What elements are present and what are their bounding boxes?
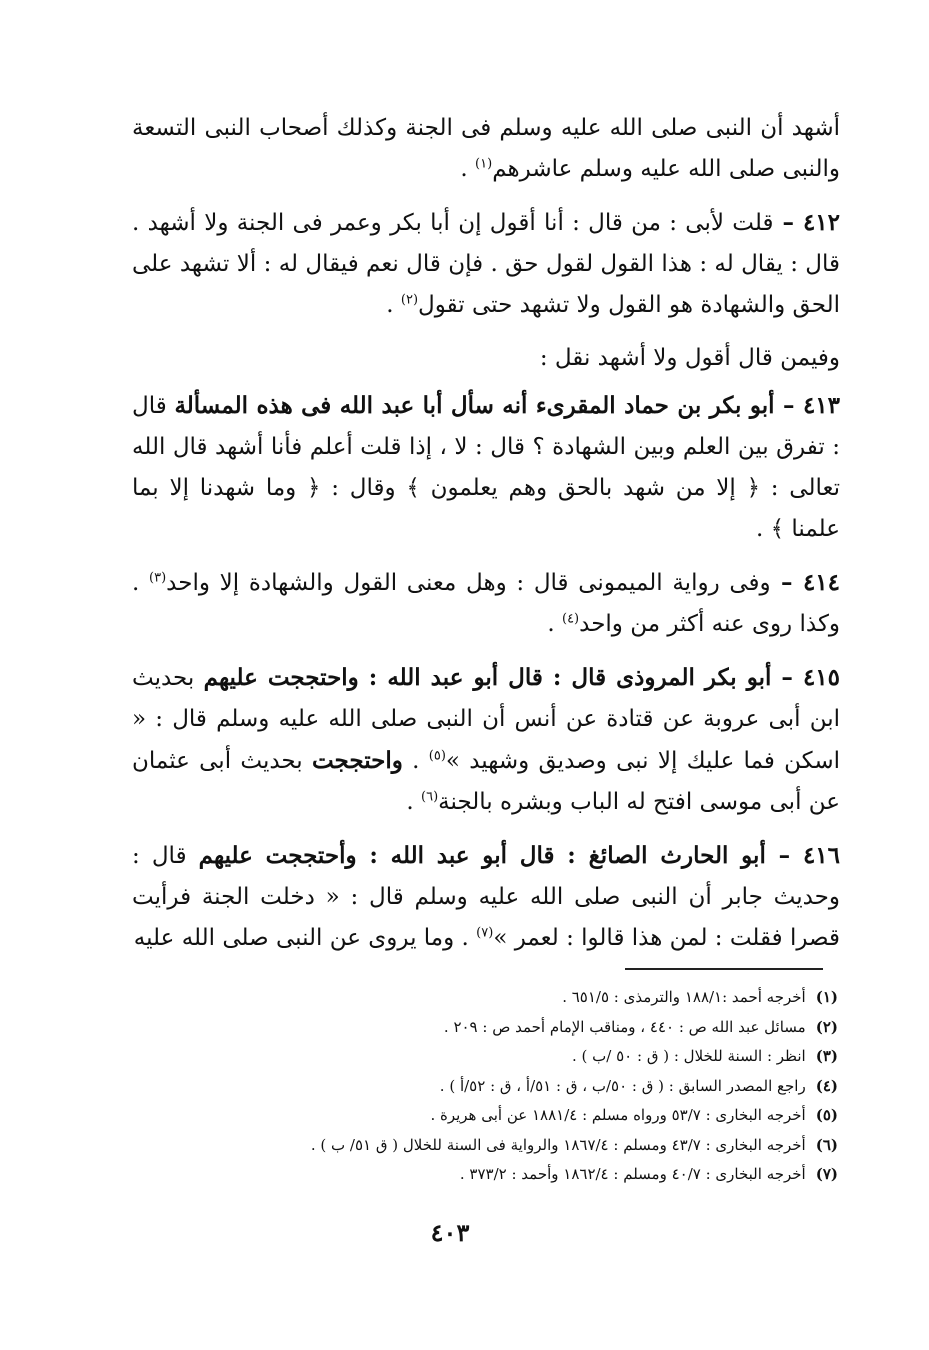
footnote-text: راجع المصدر السابق : ( ق : ٥٠/ب ، ق : ٥١/أ ، ق : ٥٢/أ ) . [439, 1076, 806, 1095]
paragraph [132, 202, 840, 326]
footnote-text: أخرجه البخارى : ٤٠/٧ ومسلم : ١٨٦٢/٤ وأحمد : ٣٧٣/٢ . [459, 1165, 806, 1183]
footnote-text: أخرجه البخارى : ٤٣/٧ ومسلم : ١٨٦٧/٤ والرواية فى السنة للخلال ( ق ٥١/ ب ) . [310, 1135, 806, 1154]
footnotes [150, 983, 838, 1190]
main-text [132, 108, 840, 971]
footnote-ref: (٥) [428, 748, 446, 764]
footnote [150, 983, 838, 1013]
paragraph-text: قلت لأبى : من قال : أنا أقول إن أبا بكر وعمر فى الجنة ولا أشهد . قال : يقال له : هذا القول لقول حق . فإن قال نعم فيقال له : ألا تشهد على الحق والشهادة هو القول ولا تشهد حتى تقول [132, 210, 840, 318]
footnote-text: أخرجه البخارى : ٥٣/٧ ورواه مسلم : ١٨٨١/٤ عن أبى هريرة . [430, 1106, 806, 1124]
paragraph [132, 562, 840, 645]
entry-number: ٤١٢ – [773, 209, 841, 236]
footnote-text: مسائل عبد الله ص : ٤٤٠ ، ومناقب الإمام أحمد ص : ٢٠٩ . [443, 1017, 806, 1036]
paragraph-text: . [406, 789, 422, 815]
footnote [150, 1101, 838, 1131]
paragraph [132, 657, 840, 823]
footnote-number: (٧) [815, 1165, 838, 1183]
entry-number: ٤١٥ – [771, 664, 840, 691]
paragraph-text: . وما يروى عن النبى صلى الله عليه [133, 925, 477, 951]
entry-heading: أبو بكر بن حماد المقرىء أنه سأل أبا عبد الله فى هذه المسألة [174, 392, 775, 419]
footnote [150, 1160, 838, 1190]
paragraph-text: . [386, 292, 401, 318]
footnote-ref: (٦) [421, 789, 439, 805]
paragraph-text: قال : وحديث جابر أن النبى صلى الله عليه وسلم قال : « دخلت الجنة فرأيت قصرا فقلت : لمن هذا قالوا : لعمر » [132, 843, 840, 951]
footnote [150, 1042, 838, 1072]
footnote-text: أخرجه أحمد :١٨٨/١ والترمذى : ٦٥١/٥ . [562, 988, 806, 1006]
entry-number: ٤١٤ – [770, 569, 841, 596]
paragraph-text: . [460, 156, 476, 182]
paragraph [132, 385, 840, 550]
footnote-number: (٥) [815, 1106, 838, 1124]
paragraph-text: وفى رواية الميمونى قال : وهل معنى القول والشهادة إلا واحد [166, 570, 771, 596]
entry-heading: أبو الحارث الصائغ : قال أبو عبد الله : وأحتججت عليهم [198, 842, 766, 869]
footnote [150, 1072, 838, 1102]
footnote-number: (٣) [815, 1047, 838, 1065]
footnote-text: انظر : السنة للخلال : ( ق : ٥٠ /ب ) . [572, 1047, 806, 1065]
footnote-number: (٤) [815, 1076, 838, 1095]
footnote-divider [625, 968, 823, 970]
paragraph-text: قال : تفرق بين العلم وبين الشهادة ؟ قال : لا ، إذا قلت أعلم فأنا أشهد قال الله تعالى : ﴿ إلا من شهد بالحق وهم يعلمون ﴾ وقال : ﴿ وما شهدنا إلا بما علمنا ﴾ . [132, 393, 840, 542]
footnote-ref: (١) [475, 156, 493, 172]
footnote-number: (٦) [815, 1135, 838, 1154]
paragraph-text: . [402, 748, 429, 774]
paragraph-text: بحديث أبى عثمان عن أبى موسى افتح له الباب وبشره بالجنة [132, 748, 840, 815]
paragraph-text: . وكذا روى عنه أكثر من واحد [132, 570, 840, 637]
entry-heading: واحتججت [311, 747, 403, 774]
paragraph-text: أشهد أن النبى صلى الله عليه وسلم فى الجنة وكذلك أصحاب النبى التسعة والنبى صلى الله عليه وسلم عاشرهم [132, 115, 840, 182]
footnote-ref: (٣) [149, 570, 167, 586]
paragraph-text: وفيمن قال أقول ولا أشهد نقل : [539, 345, 840, 371]
paragraph-text: . [547, 611, 562, 637]
footnote-ref: (٧) [476, 925, 494, 941]
footnote-number: (٢) [815, 1017, 838, 1036]
page-number: ٤٠٣ [430, 1218, 470, 1247]
paragraph-text: بحديث ابن أبى عروبة عن قتادة عن أنس أن النبى صلى الله عليه وسلم قال : « اسكن فما عليك إلا نبى وصديق وشهيد » [132, 665, 841, 774]
footnote [150, 1013, 838, 1043]
footnote [150, 1131, 838, 1161]
entry-number: ٤١٣ – [774, 392, 841, 419]
paragraph [132, 338, 840, 379]
footnote-number: (١) [815, 988, 838, 1006]
paragraph [132, 108, 840, 190]
paragraph [132, 835, 840, 959]
entry-number: ٤١٦ – [765, 842, 840, 869]
footnote-ref: (٤) [561, 611, 580, 627]
footnote-ref: (٢) [400, 292, 419, 308]
entry-heading: أبو بكر المروذى قال : قال أبو عبد الله : واحتججت عليهم [203, 664, 772, 691]
